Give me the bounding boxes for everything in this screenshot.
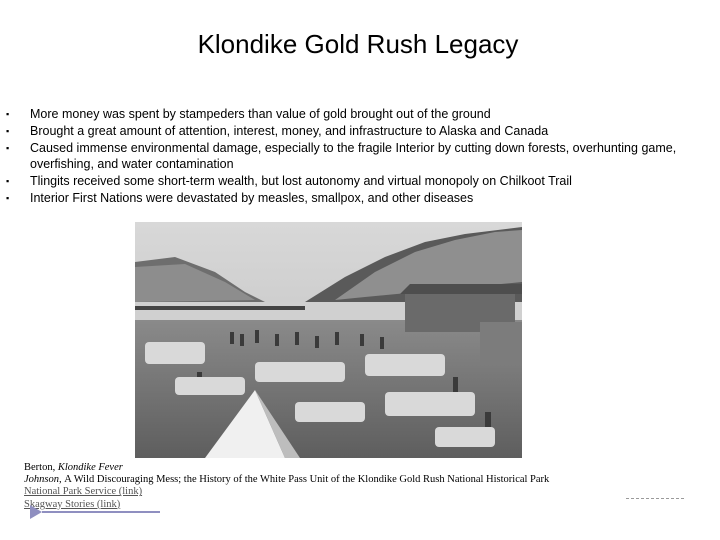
bullet-item xyxy=(6,140,706,174)
play-arrow-icon[interactable] xyxy=(30,505,42,519)
credit-title: A Wild Discouraging Mess; the History of the White Pass Unit of the Klondike Gold Rush National Historical Park xyxy=(64,474,550,486)
bullet-item xyxy=(6,190,706,207)
bullet-text: Brought a great amount of attention, interest, money, and infrastructure to Alaska and Canada xyxy=(30,123,549,138)
national-park-service-link[interactable]: National Park Service (link) xyxy=(24,486,143,498)
skagway-stories-link[interactable]: Skagway Stories (link) xyxy=(24,498,121,510)
bullet-icon: ▪ xyxy=(6,176,10,187)
credit-line-berton xyxy=(24,462,684,474)
historical-photo xyxy=(135,222,522,458)
dashed-divider xyxy=(626,498,684,499)
bullet-item xyxy=(6,123,706,140)
bullet-text: Tlingits received some short-term wealth, but lost autonomy and virtual monopoly on Chilkoot Trail xyxy=(30,174,572,189)
bullet-item xyxy=(6,106,706,123)
bullet-item xyxy=(6,173,706,190)
credit-author: Berton, xyxy=(24,462,58,473)
credit-title: Klondike Fever xyxy=(57,462,123,473)
bullet-text: More money was spent by stampeders than value of gold brought out of the ground xyxy=(30,107,491,121)
bullet-icon: ▪ xyxy=(6,109,10,119)
bullet-text: Caused immense environmental damage, especially to the fragile Interior by cutting down forests, overhunting game, overfishing, and water contamination xyxy=(30,140,677,172)
nav-line xyxy=(42,511,160,513)
bullet-list xyxy=(6,106,706,207)
bullet-icon: ▪ xyxy=(6,192,10,203)
credit-line-johnson xyxy=(24,474,684,486)
credit-author: Johnson, xyxy=(24,474,65,486)
bullet-icon: ▪ xyxy=(6,125,10,136)
bullet-icon: ▪ xyxy=(6,142,10,153)
slide-title: Klondike Gold Rush Legacy xyxy=(197,29,519,59)
historical-photo-icon xyxy=(135,222,522,458)
bullet-text: Interior First Nations were devastated by measles, smallpox, and other diseases xyxy=(30,190,474,205)
credits xyxy=(24,462,684,511)
